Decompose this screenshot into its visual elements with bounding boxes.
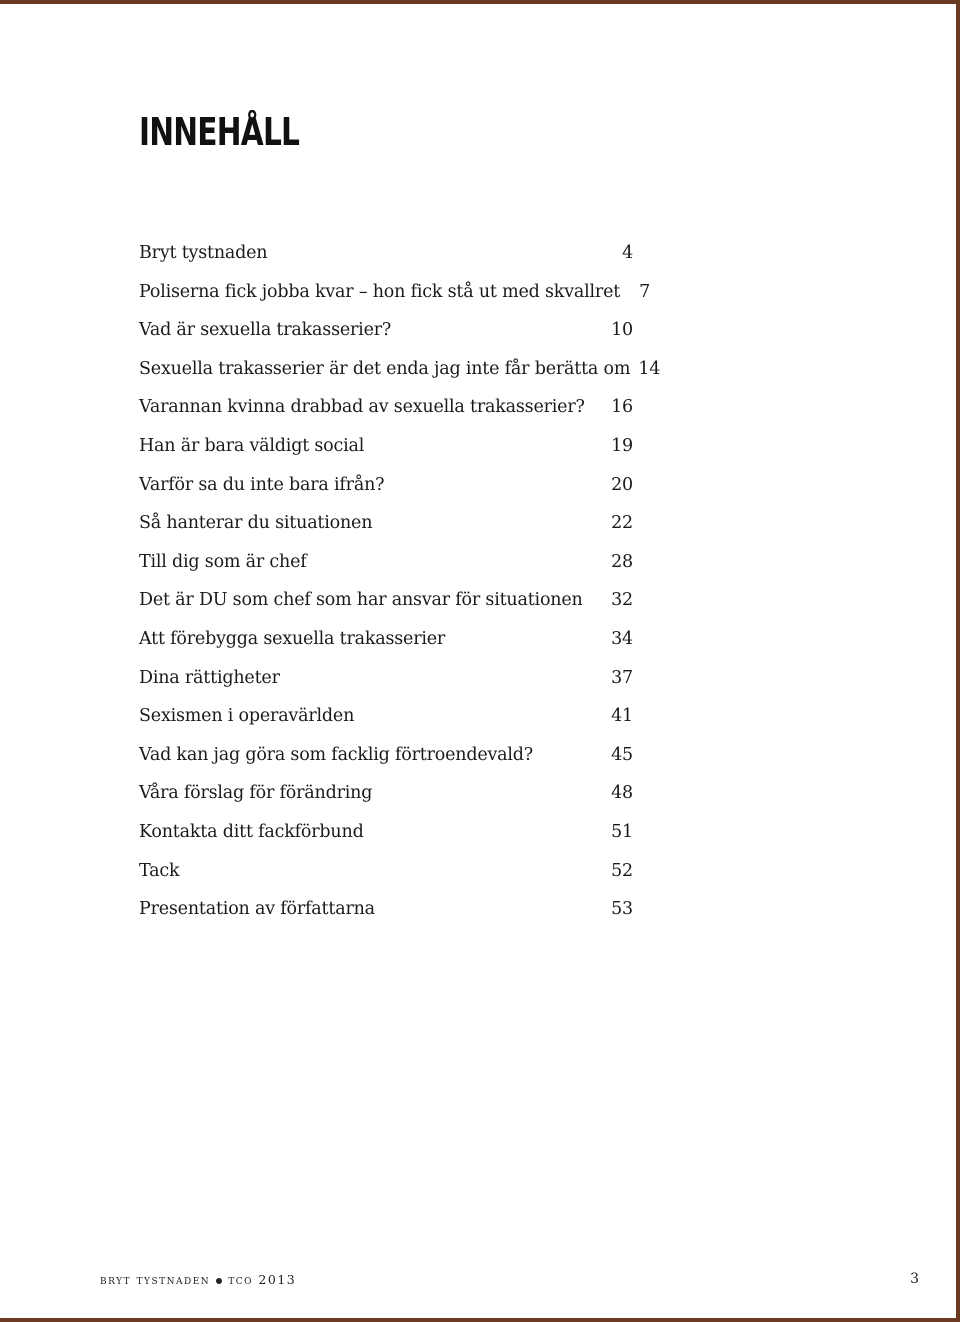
toc-entry-page: 19 [611, 435, 633, 456]
toc-entry[interactable] [139, 427, 633, 466]
running-footer [100, 1272, 296, 1287]
toc-entry-label: Tack [139, 860, 180, 881]
toc-entry[interactable] [139, 543, 633, 582]
table-of-contents [139, 234, 661, 929]
toc-entry-page: 52 [611, 860, 633, 881]
bullet-separator-icon [216, 1278, 222, 1284]
toc-entry-label: Presentation av författarna [139, 899, 375, 920]
page-title: INNEHÅLL [139, 110, 300, 154]
toc-entry[interactable] [139, 813, 633, 852]
toc-entry-label: Att förebygga sexuella trakasserier [139, 628, 446, 649]
toc-entry-label: Vad är sexuella trakasserier? [139, 320, 392, 341]
toc-entry-label: Till dig som är chef [139, 551, 307, 572]
toc-entry[interactable] [139, 388, 633, 427]
toc-entry-page: 10 [611, 320, 633, 341]
toc-entry-label: Det är DU som chef som har ansvar för situationen [139, 590, 583, 611]
toc-entry-label: Våra förslag för förändring [139, 783, 373, 804]
toc-entry-page: 14 [638, 358, 661, 379]
toc-entry-label: Kontakta ditt fackförbund [139, 821, 364, 842]
toc-entry-label: Dina rättigheter [139, 667, 280, 688]
toc-entry-label: Sexuella trakasserier är det enda jag inte får berätta om [139, 358, 631, 379]
toc-entry-page: 48 [611, 783, 633, 804]
toc-entry-page: 32 [611, 590, 633, 611]
toc-entry[interactable] [139, 234, 633, 273]
toc-entry-page: 34 [611, 628, 633, 649]
toc-entry[interactable] [139, 466, 633, 505]
footer-publication: bryt tystnaden [100, 1272, 211, 1287]
toc-entry-page: 4 [622, 243, 633, 263]
toc-entry-page: 53 [611, 899, 633, 920]
toc-entry-page: 20 [611, 474, 633, 495]
toc-entry[interactable] [139, 774, 633, 813]
toc-entry[interactable] [139, 620, 633, 659]
page-number: 3 [910, 1271, 919, 1287]
footer-publisher: tco 2013 [228, 1272, 297, 1287]
toc-entry-label: Så hanterar du situationen [139, 513, 373, 534]
toc-entry[interactable] [139, 350, 661, 389]
toc-entry-label: Varför sa du inte bara ifrån? [139, 474, 385, 495]
toc-entry[interactable] [139, 736, 633, 775]
toc-entry-page: 37 [611, 667, 633, 688]
toc-entry[interactable] [139, 581, 633, 620]
toc-entry[interactable] [139, 311, 633, 350]
toc-entry[interactable] [139, 890, 633, 929]
toc-entry-page: 45 [611, 744, 633, 765]
toc-entry[interactable] [139, 273, 651, 312]
toc-entry[interactable] [139, 852, 633, 891]
toc-entry-label: Han är bara väldigt social [139, 435, 365, 456]
toc-entry-page: 28 [611, 551, 633, 572]
toc-entry[interactable] [139, 504, 633, 543]
toc-entry-label: Varannan kvinna drabbad av sexuella trakasserier? [139, 397, 585, 418]
toc-entry[interactable] [139, 659, 633, 698]
toc-entry-page: 7 [639, 281, 651, 302]
toc-entry-page: 51 [611, 821, 633, 842]
toc-entry-page: 16 [611, 397, 633, 418]
toc-entry-label: Poliserna fick jobba kvar – hon fick stå ut med skvallret [139, 281, 621, 302]
toc-entry-page: 41 [611, 706, 633, 727]
toc-entry[interactable] [139, 697, 633, 736]
toc-entry-label: Sexismen i operavärlden [139, 706, 355, 727]
toc-entry-label: Vad kan jag göra som facklig förtroendevald? [139, 744, 533, 765]
toc-entry-page: 22 [611, 513, 633, 534]
toc-entry-label: Bryt tystnaden [139, 243, 268, 263]
